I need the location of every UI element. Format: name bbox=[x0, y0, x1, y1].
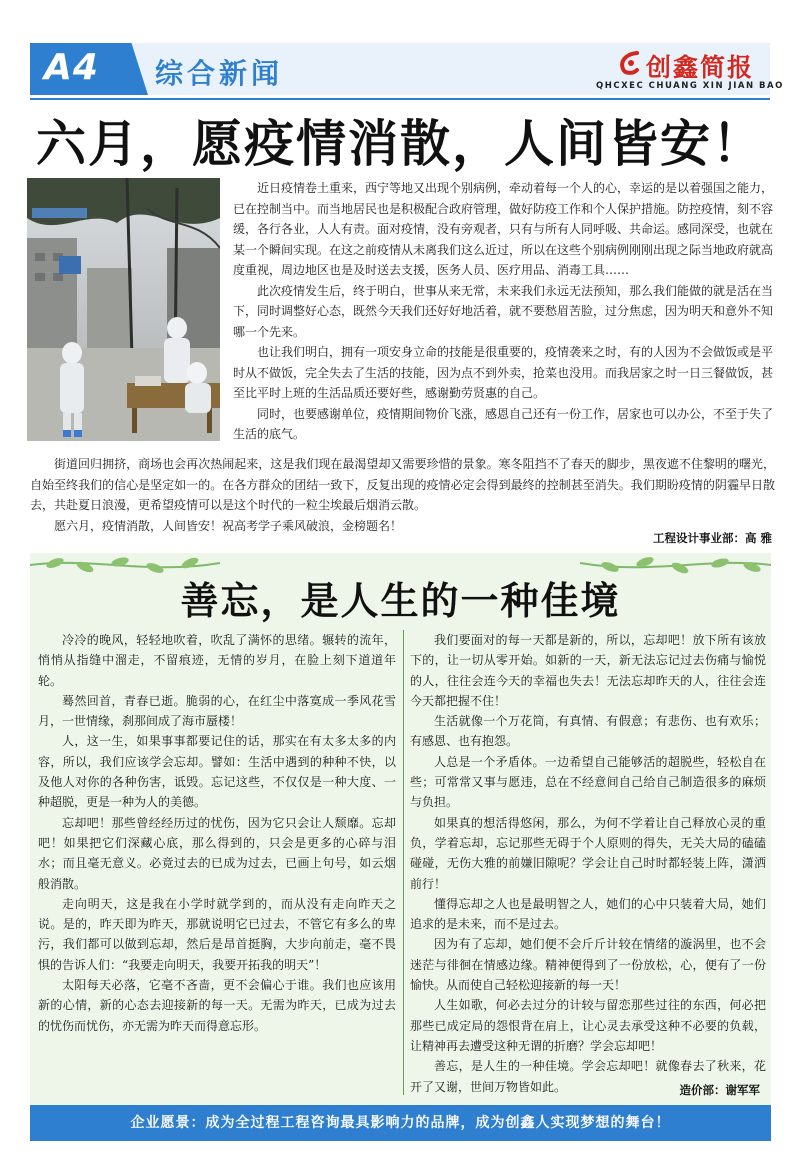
article1-body-bottom bbox=[30, 454, 775, 536]
article2-paragraph: 善忘，是人生的一种佳境。学会忘却吧！就像春去了秋来，花开了又谢，世间万物皆如此。 bbox=[410, 1059, 766, 1094]
article2-paragraph: 冷冷的晚风，轻轻地吹着，吹乱了满怀的思绪。辗转的流年，悄悄从指缝中溜走，不留痕迹，无情的岁月，在脸上刻下道道年轮。 bbox=[38, 633, 396, 688]
article1-byline: 工程设计事业部：高 雅 bbox=[652, 531, 772, 545]
article2-paragraph: 人生如歌，何必去过分的计较与留恋那些过往的东西，何必把那些已成定局的怨恨背在肩上，让心灵去承受这种不必要的负载，让精神再去遭受这种无谓的折磨？学会忘却吧！ bbox=[410, 998, 766, 1053]
street-scene-image bbox=[27, 178, 220, 441]
article2-byline: 造价部：谢军军 bbox=[679, 1083, 760, 1097]
article1-title: 六月，愿疫情消散，人间皆安！ bbox=[36, 114, 764, 173]
article2-right-column bbox=[410, 630, 766, 1097]
article2-paragraph: 我们要面对的每一天都是新的，所以，忘却吧！放下所有该放下的，让一切从零开始。如新的一天，新无法忘记过去伤痛与愉悦的人，往往会连今天的幸福也失去！无法忘却昨天的人，往往会连今天都把握不住！ bbox=[410, 633, 766, 708]
article1-photo bbox=[27, 178, 220, 441]
article2-paragraph: 人总是一个矛盾体。一边希望自己能够活的超脱些，轻松自在些；可常常又事与愿违，总在不经意间自己给自己制造很多的麻烦与负担。 bbox=[410, 754, 766, 810]
article1-paragraph: 也让我们明白，拥有一项安身立命的技能是很重要的，疫情袭来之时，有的人因为不会做饭或是平时从不做饭，完全失去了生活的技能，因为点不到外卖，抢菜也没用。而我居家之时一日三餐做饭，甚至比平时上班的生活品质还要好些，感谢勤劳贤惠的自己。 bbox=[233, 345, 774, 400]
article1-paragraph: 愿六月，疫情消散，人间皆安！祝高考学子乘风破浪，金榜题名！ bbox=[54, 518, 403, 533]
article1-body-top bbox=[233, 178, 773, 445]
article2-paragraph: 因为有了忘却，她们便不会斤斤计较在情绪的漩涡里，也不会迷茫与徘徊在情感边缘。精神便得到了一份放松，心，便有了一份愉快。从而使自己轻松迎接新的每一天！ bbox=[410, 937, 766, 993]
logo-icon bbox=[617, 50, 643, 76]
article1-paragraph: 同时，也要感谢单位，疫情期间物价飞涨，感恩自己还有一份工作，居家也可以办公，不至于失了生活的底气。 bbox=[233, 406, 774, 441]
column-divider bbox=[403, 630, 404, 1095]
article2-left-column bbox=[38, 630, 396, 1036]
article2-paragraph: 懂得忘却之人也是最明智之人，她们的心中只装着大局，她们追求的是未来，而不是过去。 bbox=[410, 896, 766, 932]
article2-paragraph: 人，这一生，如果事事都要记住的话，那实在有太多太多的内容，所以，我们应该学会忘却。譬如：生活中遇到的种种不快，以及他人对你的各种伤害，诋毁。忘记这些，不仅仅是一种大度、一种超脱，更是一种为人的美德。 bbox=[38, 734, 396, 810]
footer-slogan: 企业愿景：成为全过程工程咨询最具影响力的品牌，成为创鑫人实现梦想的舞台！ bbox=[30, 1105, 771, 1141]
article2-paragraph: 太阳每天必落，它毫不吝啬，更不会偏心于谁。我们也应该用新的心情，新的心态去迎接新的每一天。无需为昨天，已成为过去的忧伤而忧伤，亦无需为昨天而得意忘形。 bbox=[38, 978, 396, 1033]
page-number: A4 bbox=[44, 47, 99, 88]
article2-paragraph: 蓦然回首，青春已逝。脆弱的心，在红尘中落寞成一季风花雪月，一世情缘，刹那间成了海市蜃楼！ bbox=[38, 693, 396, 729]
article2-paragraph: 走向明天，这是我在小学时就学到的，而从没有走向昨天之说。是的，昨天即为昨天，那就说明它已过去，不管它有多么的卑污，我们都可以做到忘却，然后是昂首挺胸，大步向前走，毫不畏惧的告诉人们：“我要走向明天，我要开拓我的明天”！ bbox=[38, 896, 396, 972]
article2-paragraph: 忘却吧！那些曾经经历过的忧伤，因为它只会让人颓靡。忘却吧！如果把它们深藏心底，那么得到的，只会是更多的心碎与泪水；而且毫无意义。必竟过去的已成为过去，已画上句号，如云烟般消散。 bbox=[38, 815, 396, 891]
article2-paragraph: 生活就像一个万花筒，有真情、有假意；有悲伤、也有欢乐；有感恩、也有抱怨。 bbox=[410, 714, 766, 749]
logo-subtext: QHCXEC CHUANG XIN JIAN BAO bbox=[596, 81, 784, 91]
article2-paragraph: 如果真的想活得悠闲，那么，为何不学着让自己释放心灵的重负，学着忘却，忘记那些无碍于个人原则的得失，无关大局的磕磕碰碰，无伤大雅的前嫌旧隙呢？学会让自己时时都轻装上阵，潇洒前行！ bbox=[410, 815, 766, 891]
header-rule bbox=[30, 98, 770, 100]
article1-paragraph: 近日疫情卷土重来，西宁等地又出现个别病例，牵动着每一个人的心，幸运的是以着强国之能力，已在控制当中。而当地居民也是积极配合政府管理，做好防疫工作和个人保护措施。防控疫情，刻不容缓，各行各业，人人有责。面对疫情，没有旁观者，只有与所有人同呼吸、共命运。感同深受，也就在某一个瞬间实现。在这之前疫情从未离我们这么近过，所以在这些个别病例刚刚出现之际当地政府就高度重视，周边地区也是及时送去支援，医务人员、医疗用品、消毒工具…… bbox=[233, 181, 774, 277]
article1-paragraph: 街道回归拥挤，商场也会再次热闹起来，这是我们现在最渴望却又需要珍惜的景象。寒冬阻挡不了春天的脚步，黑夜遮不住黎明的曙光，自始至终我们的信心是坚定如一的。在各方群众的团结一致下，反复出现的疫情必定会得到最终的控制甚至消失。我们期盼疫情的阴霾早日散去，共赴夏日浪漫，更希望疫情可以是这个时代的一粒尘埃最后烟消云散。 bbox=[30, 457, 775, 512]
logo-text: 创鑫简报 bbox=[646, 53, 755, 82]
section-title: 综合新闻 bbox=[155, 57, 284, 90]
article2-title: 善忘，是人生的一种佳境 bbox=[180, 578, 621, 623]
article1-paragraph: 此次疫情发生后，终于明白，世事从来无常，未来我们永远无法预知，那么我们能做的就是活在当下，同时调整好心态，既然今天我们还好好地活着，就不要愁眉苦脸，过分焦虑，因为明天和意外不知哪一个先来。 bbox=[233, 283, 774, 339]
